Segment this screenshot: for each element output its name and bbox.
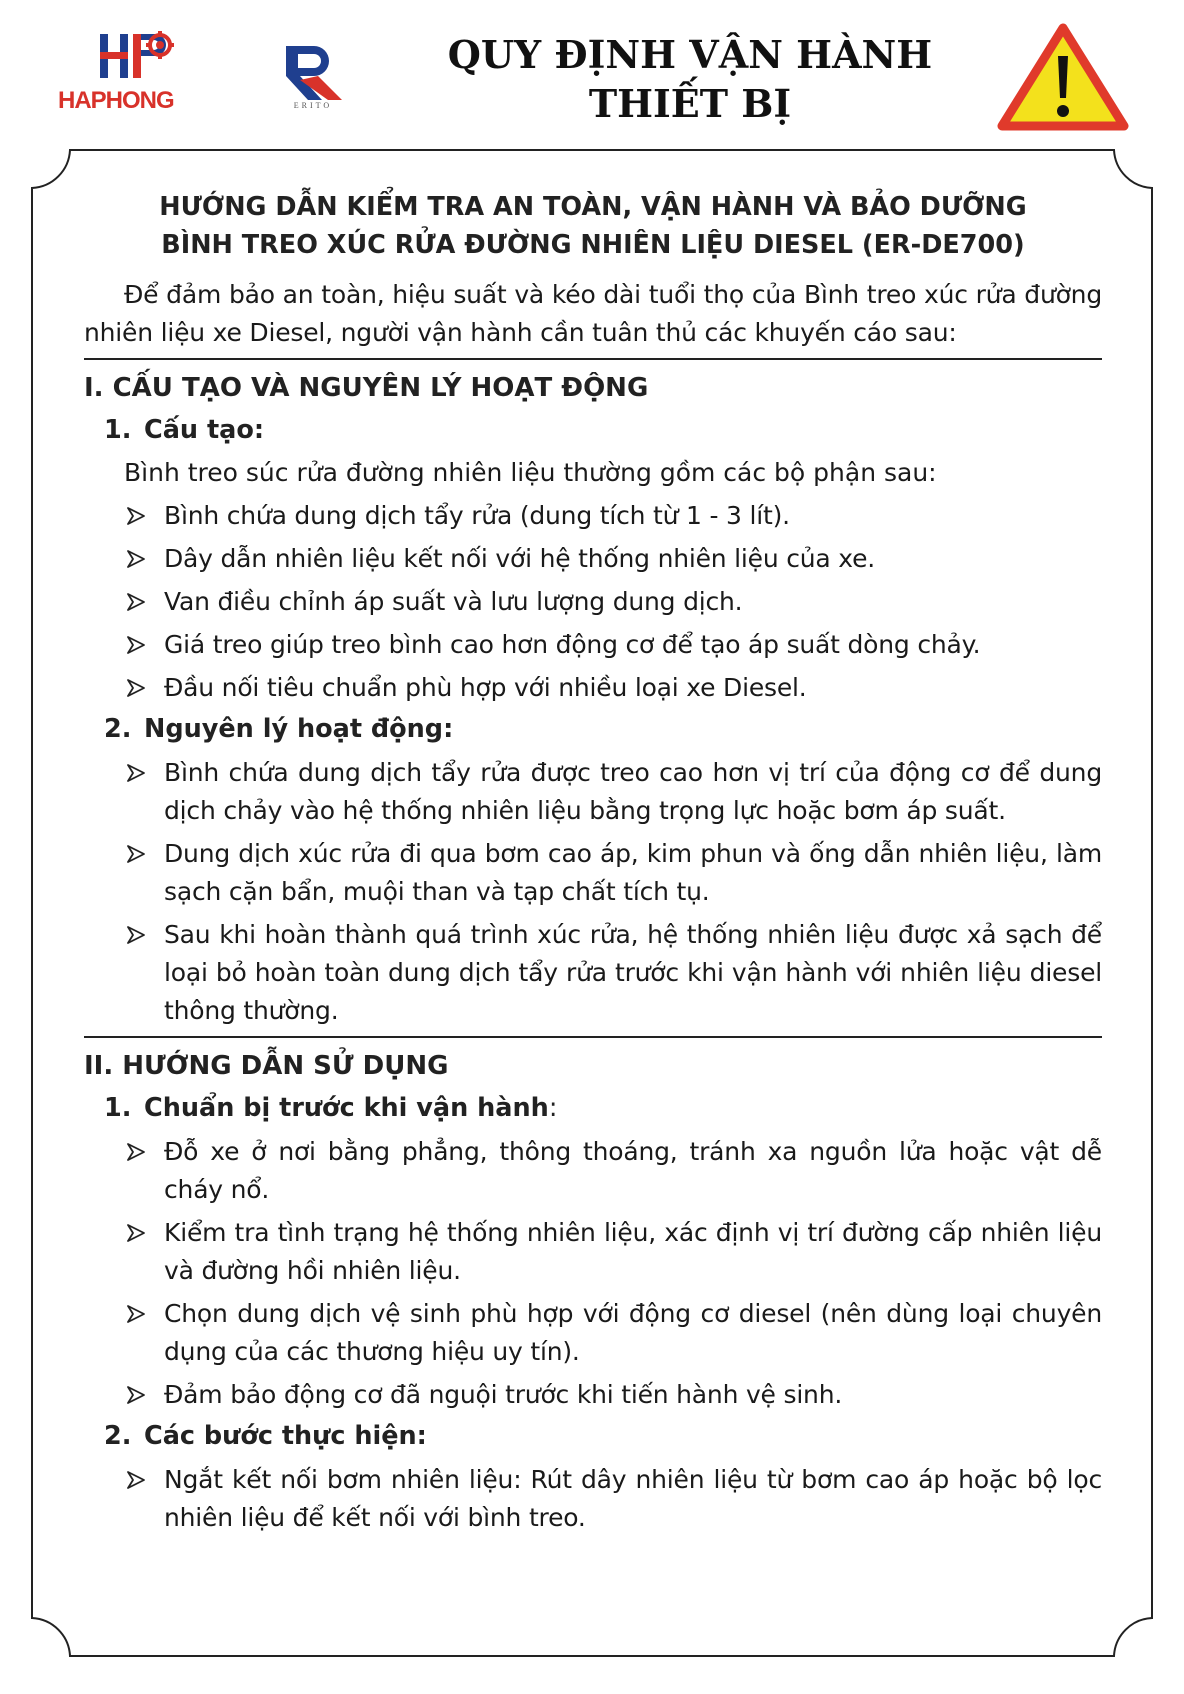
list-item [84,583,1102,621]
list-item-text: Kiểm tra tình trạng hệ thống nhiên liệu, xác định vị trí đường cấp nhiên liệu và đường hồi nhiên liệu. [164,1218,1102,1285]
arrow-bullet-icon [126,1386,146,1404]
section-1-sub-1-title [104,410,1102,450]
arrow-bullet-icon [126,550,146,568]
list-item [84,497,1102,535]
document-heading-line2: BÌNH TREO XÚC RỬA ĐƯỜNG NHIÊN LIỆU DIESEL (ER-DE700) [161,230,1025,260]
section-2-title: II. HƯỚNG DẪN SỬ DỤNG [84,1051,449,1081]
arrow-bullet-icon [126,845,146,863]
list-item [84,1461,1102,1537]
arrow-bullet-icon [126,1305,146,1323]
section-1-title: I. CẤU TẠO VÀ NGUYÊN LÝ HOẠT ĐỘNG [84,373,649,403]
sub-number: 2. [104,1421,132,1451]
sub-number: 2. [104,714,132,744]
list-item [84,916,1102,1030]
divider [84,358,1102,360]
list-item-text: Ngắt kết nối bơm nhiên liệu: Rút dây nhiên liệu từ bơm cao áp hoặc bộ lọc nhiên liệu để kết nối với bình treo. [164,1465,1102,1532]
list-item [84,626,1102,664]
list-item [84,1295,1102,1371]
haphong-logo-text: HAPHONG [58,87,174,114]
page-title [420,30,960,128]
list-item-text: Đảm bảo động cơ đã nguội trước khi tiến hành vệ sinh. [164,1380,843,1409]
sub-label: Các bước thực hiện: [144,1421,427,1451]
divider [84,1036,1102,1038]
intro-paragraph: Để đảm bảo an toàn, hiệu suất và kéo dài tuổi thọ của Bình treo xúc rửa đường nhiên liệu xe Diesel, người vận hành cần tuân thủ các khuyến cáo sau: [84,280,1102,347]
section-1-sub-1-paragraph: Bình treo súc rửa đường nhiên liệu thường gồm các bộ phận sau: [124,458,937,487]
arrow-bullet-icon [126,636,146,654]
sub-number: 1. [104,415,132,445]
section-2-sub-1-title [104,1088,1102,1128]
haphong-logo [58,30,218,130]
page-header [0,0,1184,150]
section-2-sub-2-title [104,1416,1102,1456]
erito-logo [278,40,348,110]
list-item [84,1133,1102,1209]
list-item-text: Chọn dung dịch vệ sinh phù hợp với động cơ diesel (nên dùng loại chuyên dụng của các thương hiệu uy tín). [164,1299,1102,1366]
warning-triangle-icon [996,22,1130,132]
arrow-bullet-icon [126,593,146,611]
list-item-text: Bình chứa dung dịch tẩy rửa được treo cao hơn vị trí của động cơ để dung dịch chảy vào hệ thống nhiên liệu bằng trọng lực hoặc bơm áp suất. [164,758,1102,825]
document-body [84,188,1102,1537]
list-item [84,540,1102,578]
list-item [84,669,1102,707]
page-title-line1: QUY ĐỊNH VẬN HÀNH [447,32,933,77]
sub-label-colon: : [548,1093,558,1123]
sub-label: Cấu tạo: [144,415,265,445]
list-item-text: Dung dịch xúc rửa đi qua bơm cao áp, kim phun và ống dẫn nhiên liệu, làm sạch cặn bẩn, muội than và tạp chất tích tụ. [164,839,1102,906]
arrow-bullet-icon [126,507,146,525]
list-item-text: Bình chứa dung dịch tẩy rửa (dung tích từ 1 - 3 lít). [164,501,790,530]
document-heading [84,188,1102,264]
arrow-bullet-icon [126,1224,146,1242]
list-item-text: Đỗ xe ở nơi bằng phẳng, thông thoáng, tránh xa nguồn lửa hoặc vật dễ cháy nổ. [164,1137,1102,1204]
list-item [84,835,1102,911]
list-item-text: Van điều chỉnh áp suất và lưu lượng dung dịch. [164,587,743,616]
arrow-bullet-icon [126,1471,146,1489]
arrow-bullet-icon [126,926,146,944]
list-item-text: Sau khi hoàn thành quá trình xúc rửa, hệ thống nhiên liệu được xả sạch để loại bỏ hoàn toàn dung dịch tẩy rửa trước khi vận hành với nhiên liệu diesel thông thường. [164,920,1102,1025]
page-title-line2: THIẾT BỊ [588,81,792,126]
sub-number: 1. [104,1093,132,1123]
list-item [84,1376,1102,1414]
list-item-text: Dây dẫn nhiên liệu kết nối với hệ thống nhiên liệu của xe. [164,544,876,573]
sub-label: Nguyên lý hoạt động: [144,714,454,744]
erito-logo-text: ERITO [293,101,333,110]
arrow-bullet-icon [126,679,146,697]
section-1-sub-2-title [104,709,1102,749]
sub-label: Chuẩn bị trước khi vận hành [144,1093,549,1123]
list-item-text: Đầu nối tiêu chuẩn phù hợp với nhiều loại xe Diesel. [164,673,807,702]
document-heading-line1: HƯỚNG DẪN KIỂM TRA AN TOÀN, VẬN HÀNH VÀ BẢO DƯỠNG [159,192,1027,222]
arrow-bullet-icon [126,1143,146,1161]
list-item-text: Giá treo giúp treo bình cao hơn động cơ để tạo áp suất dòng chảy. [164,630,981,659]
list-item [84,1214,1102,1290]
arrow-bullet-icon [126,764,146,782]
list-item [84,754,1102,830]
